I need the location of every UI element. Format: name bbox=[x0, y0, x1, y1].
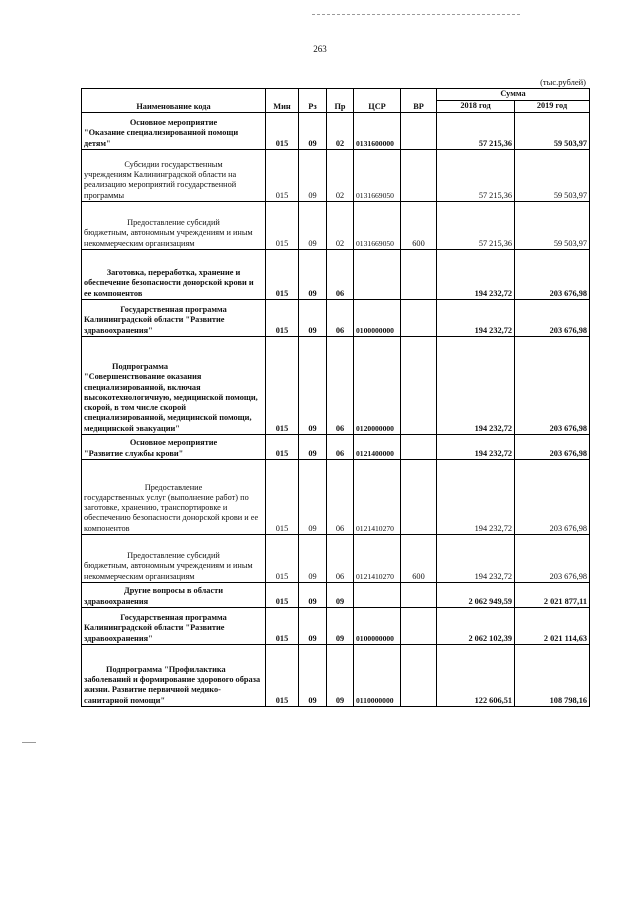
row-name-lead: Государственная программа bbox=[120, 305, 227, 315]
table-row bbox=[82, 150, 590, 202]
top-dashed-line bbox=[312, 14, 520, 15]
row-name-lead: Подпрограмма bbox=[112, 361, 169, 371]
row-name-rest: "Развитие службы крови" bbox=[84, 448, 184, 458]
row-name-lead: Предоставление субсидий bbox=[127, 218, 220, 228]
row-name bbox=[82, 535, 266, 583]
cell-vr bbox=[401, 150, 437, 202]
cell-2019: 203 676,98 bbox=[515, 535, 590, 583]
header-min: Мин bbox=[266, 89, 299, 113]
cell-min: 015 bbox=[266, 535, 299, 583]
cell-csr: 0121400000 bbox=[354, 435, 401, 460]
row-name-rest: Калининградской области "Развитие здравоохранения" bbox=[84, 623, 225, 643]
table-row bbox=[82, 535, 590, 583]
table-row bbox=[82, 583, 590, 608]
cell-2018: 194 232,72 bbox=[437, 300, 515, 337]
row-name bbox=[82, 250, 266, 300]
row-name-lead: Подпрограмма "Профилактика bbox=[106, 664, 226, 674]
table-row bbox=[82, 645, 590, 707]
header-vr: ВР bbox=[401, 89, 437, 113]
cell-pr: 06 bbox=[327, 460, 354, 535]
cell-2018: 194 232,72 bbox=[437, 337, 515, 435]
cell-vr: 600 bbox=[401, 535, 437, 583]
cell-2018: 57 215,36 bbox=[437, 150, 515, 202]
cell-min: 015 bbox=[266, 435, 299, 460]
budget-table bbox=[81, 88, 590, 707]
cell-min: 015 bbox=[266, 113, 299, 150]
cell-2018: 57 215,36 bbox=[437, 113, 515, 150]
cell-csr bbox=[354, 250, 401, 300]
cell-rz: 09 bbox=[299, 250, 327, 300]
cell-min: 015 bbox=[266, 202, 299, 250]
cell-vr bbox=[401, 583, 437, 608]
cell-2018: 194 232,72 bbox=[437, 460, 515, 535]
row-name bbox=[82, 583, 266, 608]
cell-rz: 09 bbox=[299, 608, 327, 645]
cell-min: 015 bbox=[266, 337, 299, 435]
table-row bbox=[82, 608, 590, 645]
cell-2018: 194 232,72 bbox=[437, 535, 515, 583]
row-name-rest: "Совершенствование оказания специализированной, включая высокотехнологичную, медицинской помощи, скорой, в том числе скорой специализированной, медицинской помощи, медицинской эвакуации" bbox=[84, 372, 258, 433]
row-name-rest: бюджетным, автономным учреждениям и иным некоммерческим организациям bbox=[84, 228, 253, 248]
header-rz: Рз bbox=[299, 89, 327, 113]
cell-csr: 0131600000 bbox=[354, 113, 401, 150]
margin-mark bbox=[22, 742, 36, 743]
cell-pr: 06 bbox=[327, 337, 354, 435]
row-name-rest: заболеваний и формирование здорового образа жизни. Развитие первичной медико-санитарной помощи" bbox=[84, 675, 261, 705]
cell-csr: 0121410270 bbox=[354, 460, 401, 535]
cell-2019: 203 676,98 bbox=[515, 300, 590, 337]
row-name bbox=[82, 608, 266, 645]
row-name-rest: Калининградской области "Развитие здравоохранения" bbox=[84, 315, 225, 335]
cell-rz: 09 bbox=[299, 300, 327, 337]
cell-vr bbox=[401, 300, 437, 337]
cell-csr: 0131669050 bbox=[354, 202, 401, 250]
cell-vr bbox=[401, 608, 437, 645]
page-number: 263 bbox=[313, 44, 327, 54]
cell-vr bbox=[401, 645, 437, 707]
row-name-lead: Основное мероприятие bbox=[129, 118, 218, 128]
cell-2018: 2 062 102,39 bbox=[437, 608, 515, 645]
row-name-rest: обеспечение безопасности донорской крови и ее компонентов bbox=[84, 278, 254, 298]
cell-min: 015 bbox=[266, 583, 299, 608]
cell-rz: 09 bbox=[299, 202, 327, 250]
cell-2019: 108 798,16 bbox=[515, 645, 590, 707]
row-name-rest: здравоохранения bbox=[84, 596, 149, 606]
cell-vr bbox=[401, 113, 437, 150]
cell-rz: 09 bbox=[299, 435, 327, 460]
row-name bbox=[82, 113, 266, 150]
cell-vr bbox=[401, 435, 437, 460]
cell-vr: 600 bbox=[401, 202, 437, 250]
cell-csr: 0100000000 bbox=[354, 608, 401, 645]
row-name-lead: Субсидии государственным bbox=[124, 159, 223, 169]
row-name bbox=[82, 202, 266, 250]
cell-csr: 0121410270 bbox=[354, 535, 401, 583]
cell-2019: 2 021 877,11 bbox=[515, 583, 590, 608]
table-row bbox=[82, 435, 590, 460]
cell-pr: 06 bbox=[327, 535, 354, 583]
cell-pr: 09 bbox=[327, 583, 354, 608]
cell-2019: 203 676,98 bbox=[515, 460, 590, 535]
cell-rz: 09 bbox=[299, 535, 327, 583]
cell-2018: 194 232,72 bbox=[437, 250, 515, 300]
cell-min: 015 bbox=[266, 460, 299, 535]
cell-csr: 0131669050 bbox=[354, 150, 401, 202]
cell-csr: 0110000000 bbox=[354, 645, 401, 707]
cell-min: 015 bbox=[266, 608, 299, 645]
cell-2018: 122 606,51 bbox=[437, 645, 515, 707]
cell-rz: 09 bbox=[299, 113, 327, 150]
cell-rz: 09 bbox=[299, 645, 327, 707]
cell-pr: 06 bbox=[327, 250, 354, 300]
cell-rz: 09 bbox=[299, 337, 327, 435]
cell-2019: 59 503,97 bbox=[515, 150, 590, 202]
cell-2019: 203 676,98 bbox=[515, 250, 590, 300]
cell-pr: 09 bbox=[327, 645, 354, 707]
cell-2018: 2 062 949,59 bbox=[437, 583, 515, 608]
row-name bbox=[82, 337, 266, 435]
row-name-rest: бюджетным, автономным учреждениям и иным некоммерческим организациям bbox=[84, 561, 253, 581]
row-name-rest: "Оказание специализированной помощи детям" bbox=[84, 128, 239, 148]
cell-2019: 59 503,97 bbox=[515, 202, 590, 250]
table-row bbox=[82, 202, 590, 250]
cell-2018: 194 232,72 bbox=[437, 435, 515, 460]
cell-rz: 09 bbox=[299, 460, 327, 535]
row-name-lead: Предоставление bbox=[144, 482, 203, 492]
cell-vr bbox=[401, 460, 437, 535]
cell-pr: 06 bbox=[327, 300, 354, 337]
cell-min: 015 bbox=[266, 645, 299, 707]
row-name-lead: Предоставление субсидий bbox=[127, 551, 220, 561]
header-2018: 2018 год bbox=[437, 101, 515, 113]
row-name bbox=[82, 435, 266, 460]
row-name bbox=[82, 300, 266, 337]
row-name bbox=[82, 645, 266, 707]
cell-min: 015 bbox=[266, 250, 299, 300]
cell-pr: 06 bbox=[327, 435, 354, 460]
header-name: Наименование кода bbox=[82, 89, 266, 113]
cell-pr: 02 bbox=[327, 150, 354, 202]
cell-csr: 0100000000 bbox=[354, 300, 401, 337]
header-2019: 2019 год bbox=[515, 101, 590, 113]
table-row bbox=[82, 113, 590, 150]
table-row bbox=[82, 460, 590, 535]
cell-2018: 57 215,36 bbox=[437, 202, 515, 250]
cell-pr: 02 bbox=[327, 202, 354, 250]
row-name-lead: Заготовка, переработка, хранение и bbox=[106, 268, 241, 278]
header-sum: Сумма bbox=[437, 89, 590, 101]
cell-rz: 09 bbox=[299, 150, 327, 202]
table-body bbox=[82, 113, 590, 707]
row-name-lead: Основное мероприятие bbox=[129, 438, 218, 448]
cell-pr: 02 bbox=[327, 113, 354, 150]
cell-rz: 09 bbox=[299, 583, 327, 608]
row-name bbox=[82, 150, 266, 202]
table-row bbox=[82, 250, 590, 300]
cell-2019: 203 676,98 bbox=[515, 435, 590, 460]
cell-2019: 59 503,97 bbox=[515, 113, 590, 150]
units-label: (тыс.рублей) bbox=[540, 77, 586, 87]
cell-min: 015 bbox=[266, 150, 299, 202]
row-name-rest: учреждениям Калининградской области на реализацию мероприятий государственной программы bbox=[84, 170, 237, 200]
header-pr: Пр bbox=[327, 89, 354, 113]
cell-min: 015 bbox=[266, 300, 299, 337]
cell-csr bbox=[354, 583, 401, 608]
cell-csr: 0120000000 bbox=[354, 337, 401, 435]
cell-pr: 09 bbox=[327, 608, 354, 645]
cell-vr bbox=[401, 250, 437, 300]
row-name-rest: государственных услуг (выполнение работ) по заготовке, хранению, транспортировке и обеспечению безопасности донорской крови и ее компонентов bbox=[84, 492, 259, 533]
row-name-lead: Другие вопросы в области bbox=[123, 586, 223, 596]
cell-2019: 203 676,98 bbox=[515, 337, 590, 435]
row-name bbox=[82, 460, 266, 535]
table-row bbox=[82, 337, 590, 435]
cell-vr bbox=[401, 337, 437, 435]
table-row bbox=[82, 300, 590, 337]
row-name-lead: Государственная программа bbox=[120, 613, 227, 623]
cell-2019: 2 021 114,63 bbox=[515, 608, 590, 645]
header-csr: ЦСР bbox=[354, 89, 401, 113]
